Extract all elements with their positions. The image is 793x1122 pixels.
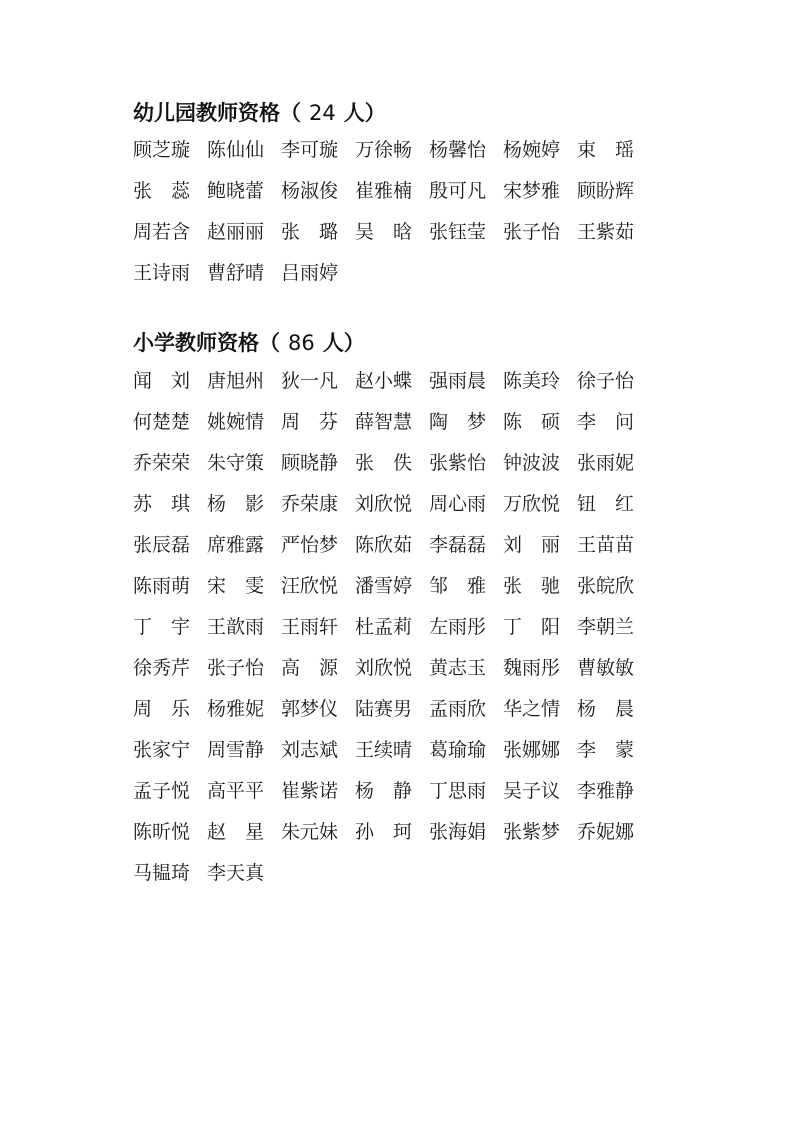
name-entry: 李可璇	[281, 139, 339, 161]
name-entry: 杨 静	[355, 780, 413, 802]
name-entry: 潘雪婷	[355, 575, 413, 597]
name-entry: 张海娟	[429, 821, 487, 843]
name-entry: 曹敏敏	[577, 657, 635, 679]
name-entry: 周雪静	[207, 739, 265, 761]
name-entry: 陈仙仙	[207, 139, 265, 161]
name-entry: 严怡梦	[281, 534, 339, 556]
primary-count: 86	[288, 331, 315, 355]
name-entry: 杨雅妮	[207, 698, 265, 720]
name-entry: 陆赛男	[355, 698, 413, 720]
name-entry: 丁思雨	[429, 780, 487, 802]
name-entry: 李天真	[207, 862, 265, 884]
name-entry: 赵小蝶	[355, 370, 413, 392]
name-entry: 顾晓静	[281, 452, 339, 474]
name-entry: 崔紫诺	[281, 780, 339, 802]
name-entry: 徐子怡	[577, 370, 635, 392]
name-entry: 钮 红	[577, 493, 635, 515]
name-entry: 张紫怡	[429, 452, 487, 474]
name-entry: 孟子悦	[133, 780, 191, 802]
name-entry: 刘欣悦	[355, 657, 413, 679]
primary-section-title	[133, 330, 365, 356]
name-entry: 席雅露	[207, 534, 265, 556]
name-entry: 王诗雨	[133, 262, 191, 284]
name-entry: 李朝兰	[577, 616, 635, 638]
name-entry: 杨 影	[207, 493, 265, 515]
name-entry: 顾盼辉	[577, 180, 635, 202]
name-entry: 王紫茹	[577, 221, 635, 243]
name-entry: 马韫琦	[133, 862, 191, 884]
name-entry: 李雅静	[577, 780, 635, 802]
name-entry: 张 蕊	[133, 180, 191, 202]
name-entry: 李磊磊	[429, 534, 487, 556]
name-entry: 张辰磊	[133, 534, 191, 556]
name-entry: 孟雨欣	[429, 698, 487, 720]
name-entry: 左雨彤	[429, 616, 487, 638]
name-entry: 王雨轩	[281, 616, 339, 638]
name-entry: 郭梦仪	[281, 698, 339, 720]
name-entry: 周若含	[133, 221, 191, 243]
name-entry: 周 芬	[281, 411, 339, 433]
name-entry: 高平平	[207, 780, 265, 802]
name-entry: 杨婉婷	[503, 139, 561, 161]
name-entry: 朱元妹	[281, 821, 339, 843]
name-entry: 宋梦雅	[503, 180, 561, 202]
name-entry: 周 乐	[133, 698, 191, 720]
name-entry: 乔荣荣	[133, 452, 191, 474]
name-entry: 杨淑俊	[281, 180, 339, 202]
name-entry: 王苗苗	[577, 534, 635, 556]
name-entry: 乔妮娜	[577, 821, 635, 843]
name-entry: 张钰莹	[429, 221, 487, 243]
name-entry: 顾芝璇	[133, 139, 191, 161]
name-entry: 陶 梦	[429, 411, 487, 433]
kindergarten-count: 24	[309, 101, 336, 125]
name-entry: 陈美玲	[503, 370, 561, 392]
name-entry: 李 问	[577, 411, 635, 433]
name-entry: 张 佚	[355, 452, 413, 474]
name-entry: 钟波波	[503, 452, 561, 474]
name-entry: 陈昕悦	[133, 821, 191, 843]
primary-name-list	[133, 369, 663, 902]
name-entry: 张 璐	[281, 221, 339, 243]
name-entry: 何楚楚	[133, 411, 191, 433]
name-entry: 魏雨彤	[503, 657, 561, 679]
name-entry: 周心雨	[429, 493, 487, 515]
name-entry: 陈欣茹	[355, 534, 413, 556]
name-entry: 宋 雯	[207, 575, 265, 597]
name-entry: 苏 琪	[133, 493, 191, 515]
name-entry: 张紫梦	[503, 821, 561, 843]
name-entry: 高 源	[281, 657, 339, 679]
name-entry: 朱守策	[207, 452, 265, 474]
name-entry: 赵丽丽	[207, 221, 265, 243]
name-entry: 张雨妮	[577, 452, 635, 474]
name-entry: 薛智慧	[355, 411, 413, 433]
name-entry: 乔荣康	[281, 493, 339, 515]
name-entry: 闻 刘	[133, 370, 191, 392]
name-entry: 赵 星	[207, 821, 265, 843]
name-entry: 张子怡	[207, 657, 265, 679]
name-entry: 杜孟莉	[355, 616, 413, 638]
name-entry: 刘 丽	[503, 534, 561, 556]
name-entry: 王歆雨	[207, 616, 265, 638]
name-entry: 孙 珂	[355, 821, 413, 843]
name-entry: 丁 阳	[503, 616, 561, 638]
name-entry: 唐旭州	[207, 370, 265, 392]
name-entry: 陈 硕	[503, 411, 561, 433]
name-entry: 鲍晓蕾	[207, 180, 265, 202]
name-entry: 杨馨怡	[429, 139, 487, 161]
kindergarten-title-prefix: 幼儿园教师资格（	[133, 101, 301, 125]
name-entry: 张 驰	[503, 575, 561, 597]
name-entry: 黄志玉	[429, 657, 487, 679]
name-entry: 殷可凡	[429, 180, 487, 202]
name-entry: 姚婉情	[207, 411, 265, 433]
name-entry: 杨 晨	[577, 698, 635, 720]
name-entry: 张子怡	[503, 221, 561, 243]
name-entry: 万徐畅	[355, 139, 413, 161]
name-entry: 张皖欣	[577, 575, 635, 597]
name-entry: 曹舒晴	[207, 262, 265, 284]
name-entry: 张娜娜	[503, 739, 561, 761]
name-entry: 李 蒙	[577, 739, 635, 761]
name-entry: 狄一凡	[281, 370, 339, 392]
kindergarten-title-suffix: 人）	[343, 101, 386, 125]
name-entry: 葛瑜瑜	[429, 739, 487, 761]
name-entry: 陈雨萌	[133, 575, 191, 597]
name-entry: 吕雨婷	[281, 262, 339, 284]
name-entry: 强雨晨	[429, 370, 487, 392]
name-entry: 刘志斌	[281, 739, 339, 761]
name-entry: 张家宁	[133, 739, 191, 761]
name-entry: 徐秀芹	[133, 657, 191, 679]
name-entry: 吴子议	[503, 780, 561, 802]
name-entry: 刘欣悦	[355, 493, 413, 515]
kindergarten-name-list	[133, 138, 663, 302]
name-entry: 邹 雅	[429, 575, 487, 597]
name-entry: 汪欣悦	[281, 575, 339, 597]
kindergarten-section-title	[133, 100, 386, 126]
primary-title-prefix: 小学教师资格（	[133, 331, 280, 355]
name-entry: 万欣悦	[503, 493, 561, 515]
name-entry: 崔雅楠	[355, 180, 413, 202]
name-entry: 王续晴	[355, 739, 413, 761]
name-entry: 吴 晗	[355, 221, 413, 243]
name-entry: 华之情	[503, 698, 561, 720]
name-entry: 束 瑶	[577, 139, 635, 161]
primary-title-suffix: 人）	[322, 331, 365, 355]
name-entry: 丁 宇	[133, 616, 191, 638]
